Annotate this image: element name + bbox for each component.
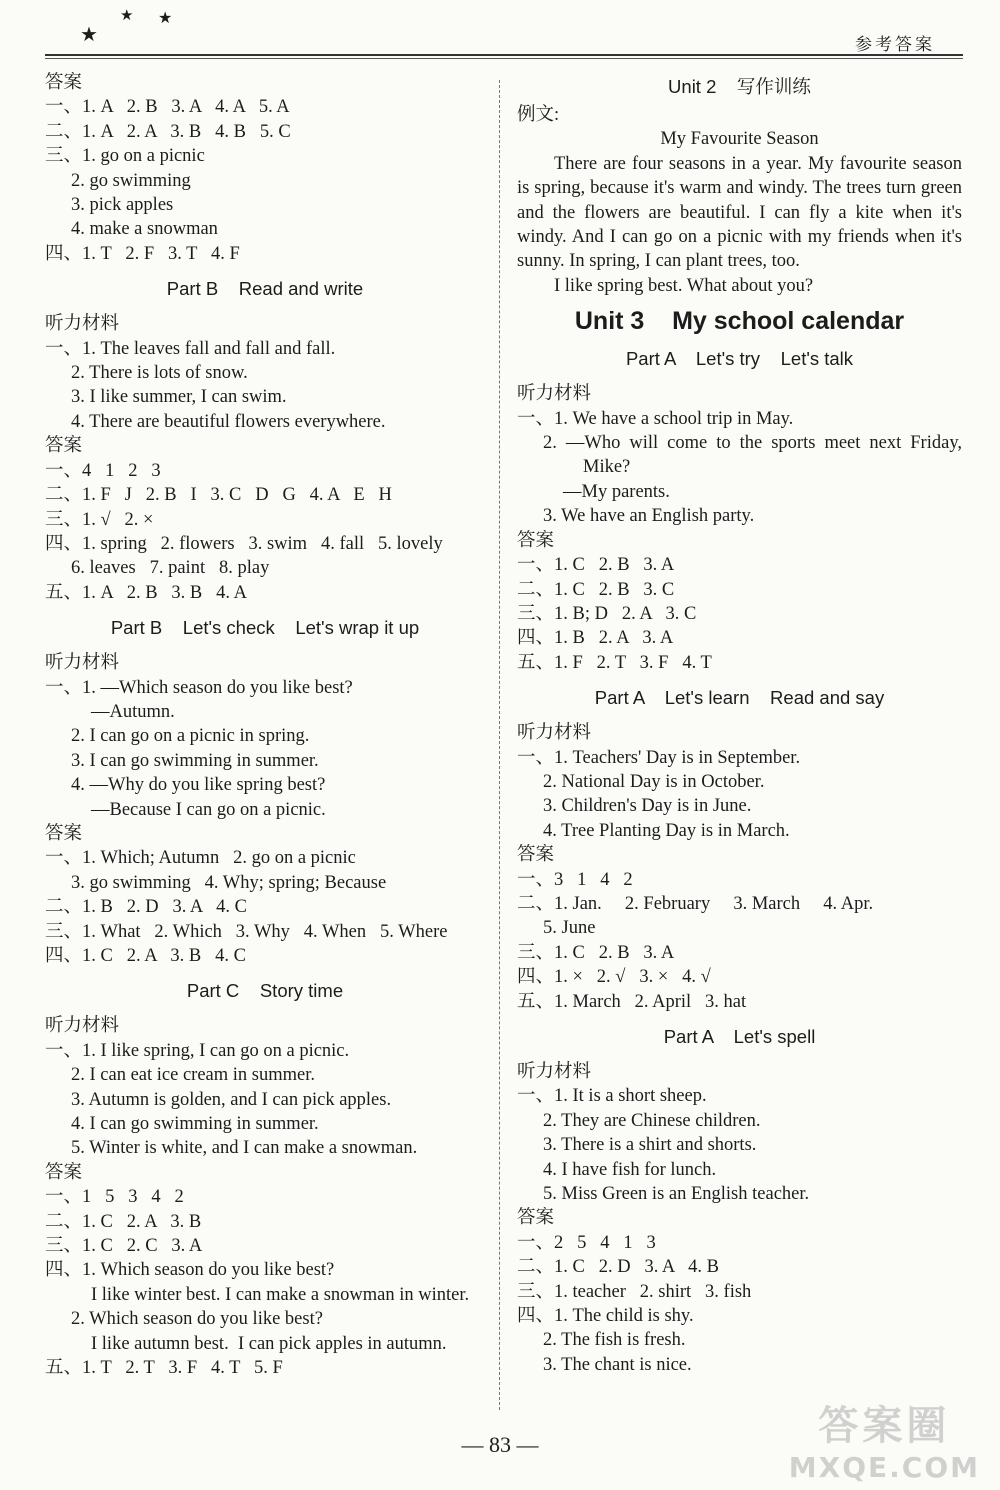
star-icon: ★ [120,6,134,24]
answer-line: 6. leaves 7. paint 8. play [71,558,270,579]
answer-line: 三、1. B; D 2. A 3. C [517,603,697,624]
listening-line: 4. Tree Planting Day is in March. [543,820,790,841]
listening-line: 2. They are Chinese children. [543,1110,761,1131]
answer-line: 一、1. A 2. B 3. A 4. A 5. A [45,97,290,118]
section-heading: Part A Let's spell [663,1026,816,1047]
listening-line: 3. Autumn is golden, and I can pick apples. [71,1089,392,1110]
listening-line: 一、1. I like spring, I can go on a picnic. [45,1040,350,1061]
listening-line: 3. I like summer, I can swim. [71,387,287,408]
listening-line: 4. There are beautiful flowers everywhere. [71,411,386,432]
answer-line: 3. pick apples [71,195,174,216]
answer-line: 一、1. Which; Autumn 2. go on a picnic [45,848,356,869]
answer-line: I like winter best. I can make a snowman in winter. [91,1284,470,1305]
answer-line: 三、1. C 2. B 3. A [517,942,675,963]
star-icon: ★ [158,8,173,27]
listening-line: 3. I can go swimming in summer. [71,750,319,771]
essay-paragraph: There are four seasons in a year. My favourite season is spring, because it's warm and windy. The trees turn green and the flowers are beautiful. I can fly a kite when it's windy. And I can go on a picnic with my friends when it's sunny. In spring, I can plant trees, too. [517,153,962,272]
listening-line: 4. I have fish for lunch. [543,1159,717,1180]
answer-line: 三、1. go on a picnic [45,146,205,167]
answer-line: 二、1. C 2. D 3. A 4. B [517,1257,719,1278]
listening-line: 2. I can go on a picnic in spring. [71,726,310,747]
answer-line: 三、1. What 2. Which 3. Why 4. When 5. Where [45,921,448,942]
listening-line: 一、1. The leaves fall and fall and fall. [45,338,336,359]
answer-line: 一、1. C 2. B 3. A [517,555,675,576]
answer-label: 答案 [517,845,555,866]
section-heading: Unit 2 写作训练 [668,76,811,97]
header-title: 参考答案 [855,35,935,55]
watermark-text: 答案圈 [818,1403,951,1449]
answer-line: 四、1. × 2. √ 3. × 4. √ [517,967,711,988]
section-heading: Part B Let's check Let's wrap it up [110,617,420,639]
answer-line: 四、1. Which season do you like best? [45,1260,335,1281]
answer-line: 一、3 1 4 2 [517,869,633,890]
unit-title: Unit 3 My school calendar [574,307,905,336]
section-heading: Part B Read and write [166,278,364,300]
listening-line: 2. I can eat ice cream in summer. [71,1065,315,1086]
listening-line: 2. There is lots of snow. [71,363,248,384]
header-rule-thin [45,58,963,59]
watermark-url: MXQE.COM [788,1451,980,1484]
listening-line: 5. Winter is white, and I can make a snowman. [71,1138,418,1159]
listening-label: 听力材料 [517,723,592,744]
answer-line: 2. Which season do you like best? [71,1309,323,1330]
answer-label: 答案 [45,436,83,457]
answer-line: 2. go swimming [71,170,191,191]
answer-line: 二、1. Jan. 2. February 3. March 4. Apr. [517,893,874,914]
answer-label: 答案 [517,1208,555,1229]
essay-title: My Favourite Season [660,129,819,150]
listening-line: —My parents. [563,481,670,502]
answer-line: 五、1. A 2. B 3. B 4. A [45,582,247,603]
answer-line: 二、1. A 2. A 3. B 4. B 5. C [45,121,291,142]
listening-line: 5. Miss Green is an English teacher. [543,1184,810,1205]
listening-line: 一、1. We have a school trip in May. [517,408,794,429]
answer-line: 四、1. B 2. A 3. A [517,628,674,649]
answer-line: 五、1. March 2. April 3. hat [517,991,747,1012]
header-rule [45,54,963,56]
listening-line: 一、1. Teachers' Day is in September. [517,747,801,768]
listening-line: 3. Children's Day is in June. [543,796,752,817]
listening-text: 2. —Who will come to the sports meet next Friday, Mike? [543,433,962,478]
answer-line: I like autumn best. I can pick apples in autumn. [91,1333,447,1354]
listening-line: 2. National Day is in October. [543,771,765,792]
answer-line: 一、1 5 3 4 2 [45,1187,184,1208]
answer-line: 三、1. √ 2. × [45,509,154,530]
answer-label: 答案 [45,1162,83,1183]
listening-label: 听力材料 [45,1016,120,1037]
listening-line: 4. —Why do you like spring best? [71,775,326,796]
answer-line: 一、2 5 4 1 3 [517,1232,656,1253]
watermark-logo [789,1394,980,1484]
answer-line: 四、1. spring 2. flowers 3. swim 4. fall 5. lovely [45,533,443,554]
answer-line: 三、1. C 2. C 3. A [45,1236,203,1257]
answer-label: 答案 [517,530,555,551]
listening-label: 听力材料 [517,384,592,405]
listening-line: —Because I can go on a picnic. [91,799,326,820]
answer-line: 3. go swimming 4. Why; spring; Because [71,872,387,893]
page-number: — 83 — [461,1432,539,1457]
answer-line: 五、1. F 2. T 3. F 4. T [517,652,712,673]
left-column [45,71,485,1381]
answer-line: 4. make a snowman [71,219,218,240]
answer-line: 3. The chant is nice. [543,1354,692,1375]
listening-line: 一、1. —Which season do you like best? [45,677,353,698]
column-divider [499,80,500,1410]
answer-line: 五、1. T 2. T 3. F 4. T 5. F [45,1358,283,1379]
listening-line: 3. There is a shirt and shorts. [543,1135,757,1156]
section-heading: Part A Let's try Let's talk [625,348,854,370]
answer-line: 四、1. T 2. F 3. T 4. F [45,243,240,264]
listening-line [517,431,962,480]
listening-line: 4. I can go swimming in summer. [71,1114,319,1135]
answer-line: 二、1. C 2. A 3. B [45,1211,202,1232]
listening-line: —Autumn. [91,701,175,722]
section-heading: Part A Let's learn Read and say [594,687,885,709]
essay-paragraph: I like spring best. What about you? [554,275,814,296]
answer-line: 三、1. teacher 2. shirt 3. fish [517,1281,752,1302]
answer-line: 四、1. C 2. A 3. B 4. C [45,946,246,966]
answer-label: 答案 [45,73,83,93]
listening-label: 听力材料 [45,653,120,674]
answer-line: 二、1. B 2. D 3. A 4. C [45,897,247,918]
answer-line: 二、1. C 2. B 3. C [517,579,675,600]
right-column [517,71,962,1377]
star-icon: ★ [80,22,98,46]
listening-line: 一、1. It is a short sheep. [517,1086,707,1107]
listening-label: 听力材料 [45,314,120,335]
section-heading: Part C Story time [186,980,344,1002]
answer-line: 2. The fish is fresh. [543,1330,686,1351]
answer-line: 一、4 1 2 3 [45,460,161,481]
example-label: 例文: [517,105,560,125]
listening-label: 听力材料 [517,1062,592,1082]
answer-line: 二、1. F J 2. B I 3. C D G 4. A E H [45,485,392,506]
listening-line: 3. We have an English party. [543,506,755,527]
answer-line: 5. June [543,918,596,939]
answer-label: 答案 [45,823,83,844]
answer-line: 四、1. The child is shy. [517,1306,694,1327]
